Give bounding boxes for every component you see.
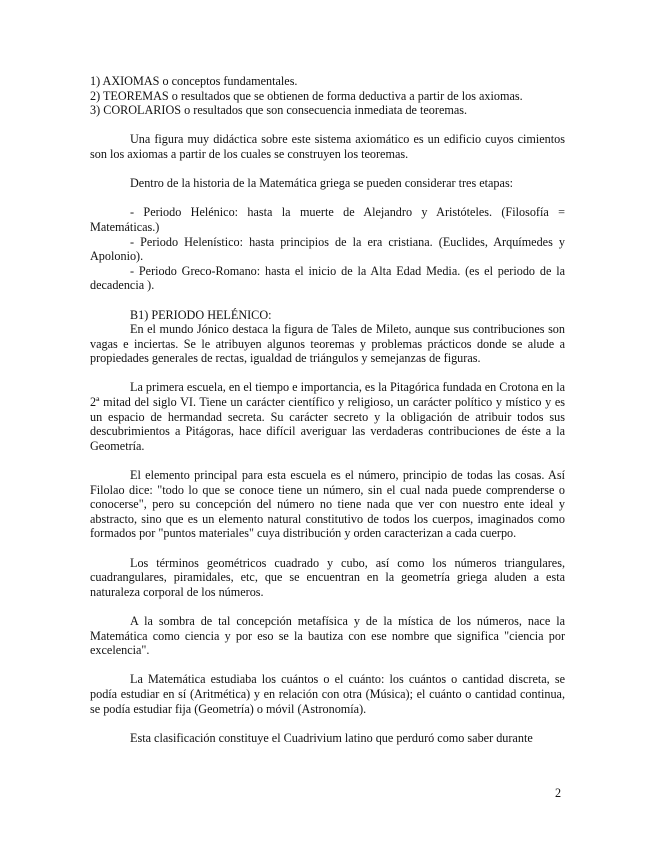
- paragraph-numero: El elemento principal para esta escuela es el número, principio de todas las cosas. Así Filolao dice: "todo lo que se conoce tiene un número, sin el cual nada puede comprenderse o conocerse", pero su concepción del número no tiene nada que ver con nuestro ente ideal y abstracto, sino que es un elemento natural constitutivo de todos los cuerpos, imaginados como formados por "puntos materiales" cuya distribución y orden caracterizan a cada cuerpo.: [90, 468, 565, 541]
- etapa-helenistico: - Periodo Helenístico: hasta principios de la era cristiana. (Euclides, Arquímedes y Apolonio).: [90, 234, 565, 264]
- paragraph-etapas-intro: Dentro de la historia de la Matemática griega se pueden considerar tres etapas:: [130, 176, 514, 191]
- section-heading-b1: B1) PERIODO HELÉNICO:: [130, 307, 272, 322]
- etapa-helenico: - Periodo Helénico: hasta la muerte de Alejandro y Aristóteles. (Filosofía = Matemáticas.): [90, 205, 565, 234]
- paragraph-sombra: A la sombra de tal concepción metafísica y de la mística de los números, nace la Matemática como ciencia y por eso se la bautiza con ese nombre que significa "ciencia por excelencia".: [90, 613, 565, 658]
- paragraph-pitagorica: La primera escuela, en el tiempo e importancia, es la Pitagórica fundada en Crotona en la 2ª mitad del siglo VI. Tiene un carácter científico y religioso, un carácter político y místico y es un espacio de hermandad secreta. Su carácter secreto y la obligación de atribuir todos sus descubrimientos a Pitágoras, hace difícil averiguar las verdaderas contribuciones de éste a la Geometría.: [90, 380, 565, 453]
- paragraph-clasificacion: Esta clasificación constituye el Cuadrivium latino que perduró como saber durante: [130, 730, 533, 745]
- page-number: 2: [555, 786, 562, 800]
- list-item-teoremas: 2) TEOREMAS o resultados que se obtienen de forma deductiva a partir de los axiomas.: [90, 88, 523, 103]
- paragraph-figura: Una figura muy didáctica sobre este sistema axiomático es un edificio cuyos cimientos son los axiomas a partir de los cuales se construyen los teoremas.: [90, 132, 565, 161]
- list-item-axiomas: 1) AXIOMAS o conceptos fundamentales.: [90, 74, 298, 88]
- document-page: [90, 74, 565, 745]
- spacer: [90, 118, 565, 133]
- paragraph-terminos: Los términos geométricos cuadrado y cubo, así como los números triangulares, cuadrangulares, piramidales, etc, que se encuentran en la geometría griega aluden a esta naturaleza corporal de los números.: [90, 555, 565, 599]
- paragraph-estudiaba: La Matemática estudiaba los cuántos o el cuánto: los cuántos o cantidad discreta, se podía estudiar en sí (Aritmética) y en relación con otra (Música); el cuánto o cantidad continua, se podía estudiar fija (Geometría) o móvil (Astronomía).: [90, 672, 565, 716]
- etapa-greco-romano: - Periodo Greco-Romano: hasta el inicio de la Alta Edad Media. (es el periodo de la decadencia ).: [90, 263, 565, 293]
- etapas-list: [90, 205, 565, 293]
- paragraph-jonico: En el mundo Jónico destaca la figura de Tales de Mileto, aunque sus contribuciones son vagas e inciertas. Se le atribuyen algunos teoremas y problemas prácticos donde se alude a propiedades generales de rectas, igualdad de triángulos y semejanzas de figuras.: [90, 322, 565, 366]
- list-item-corolarios: 3) COROLARIOS o resultados que son consecuencia inmediata de teoremas.: [90, 103, 468, 118]
- axiom-list: [90, 74, 565, 118]
